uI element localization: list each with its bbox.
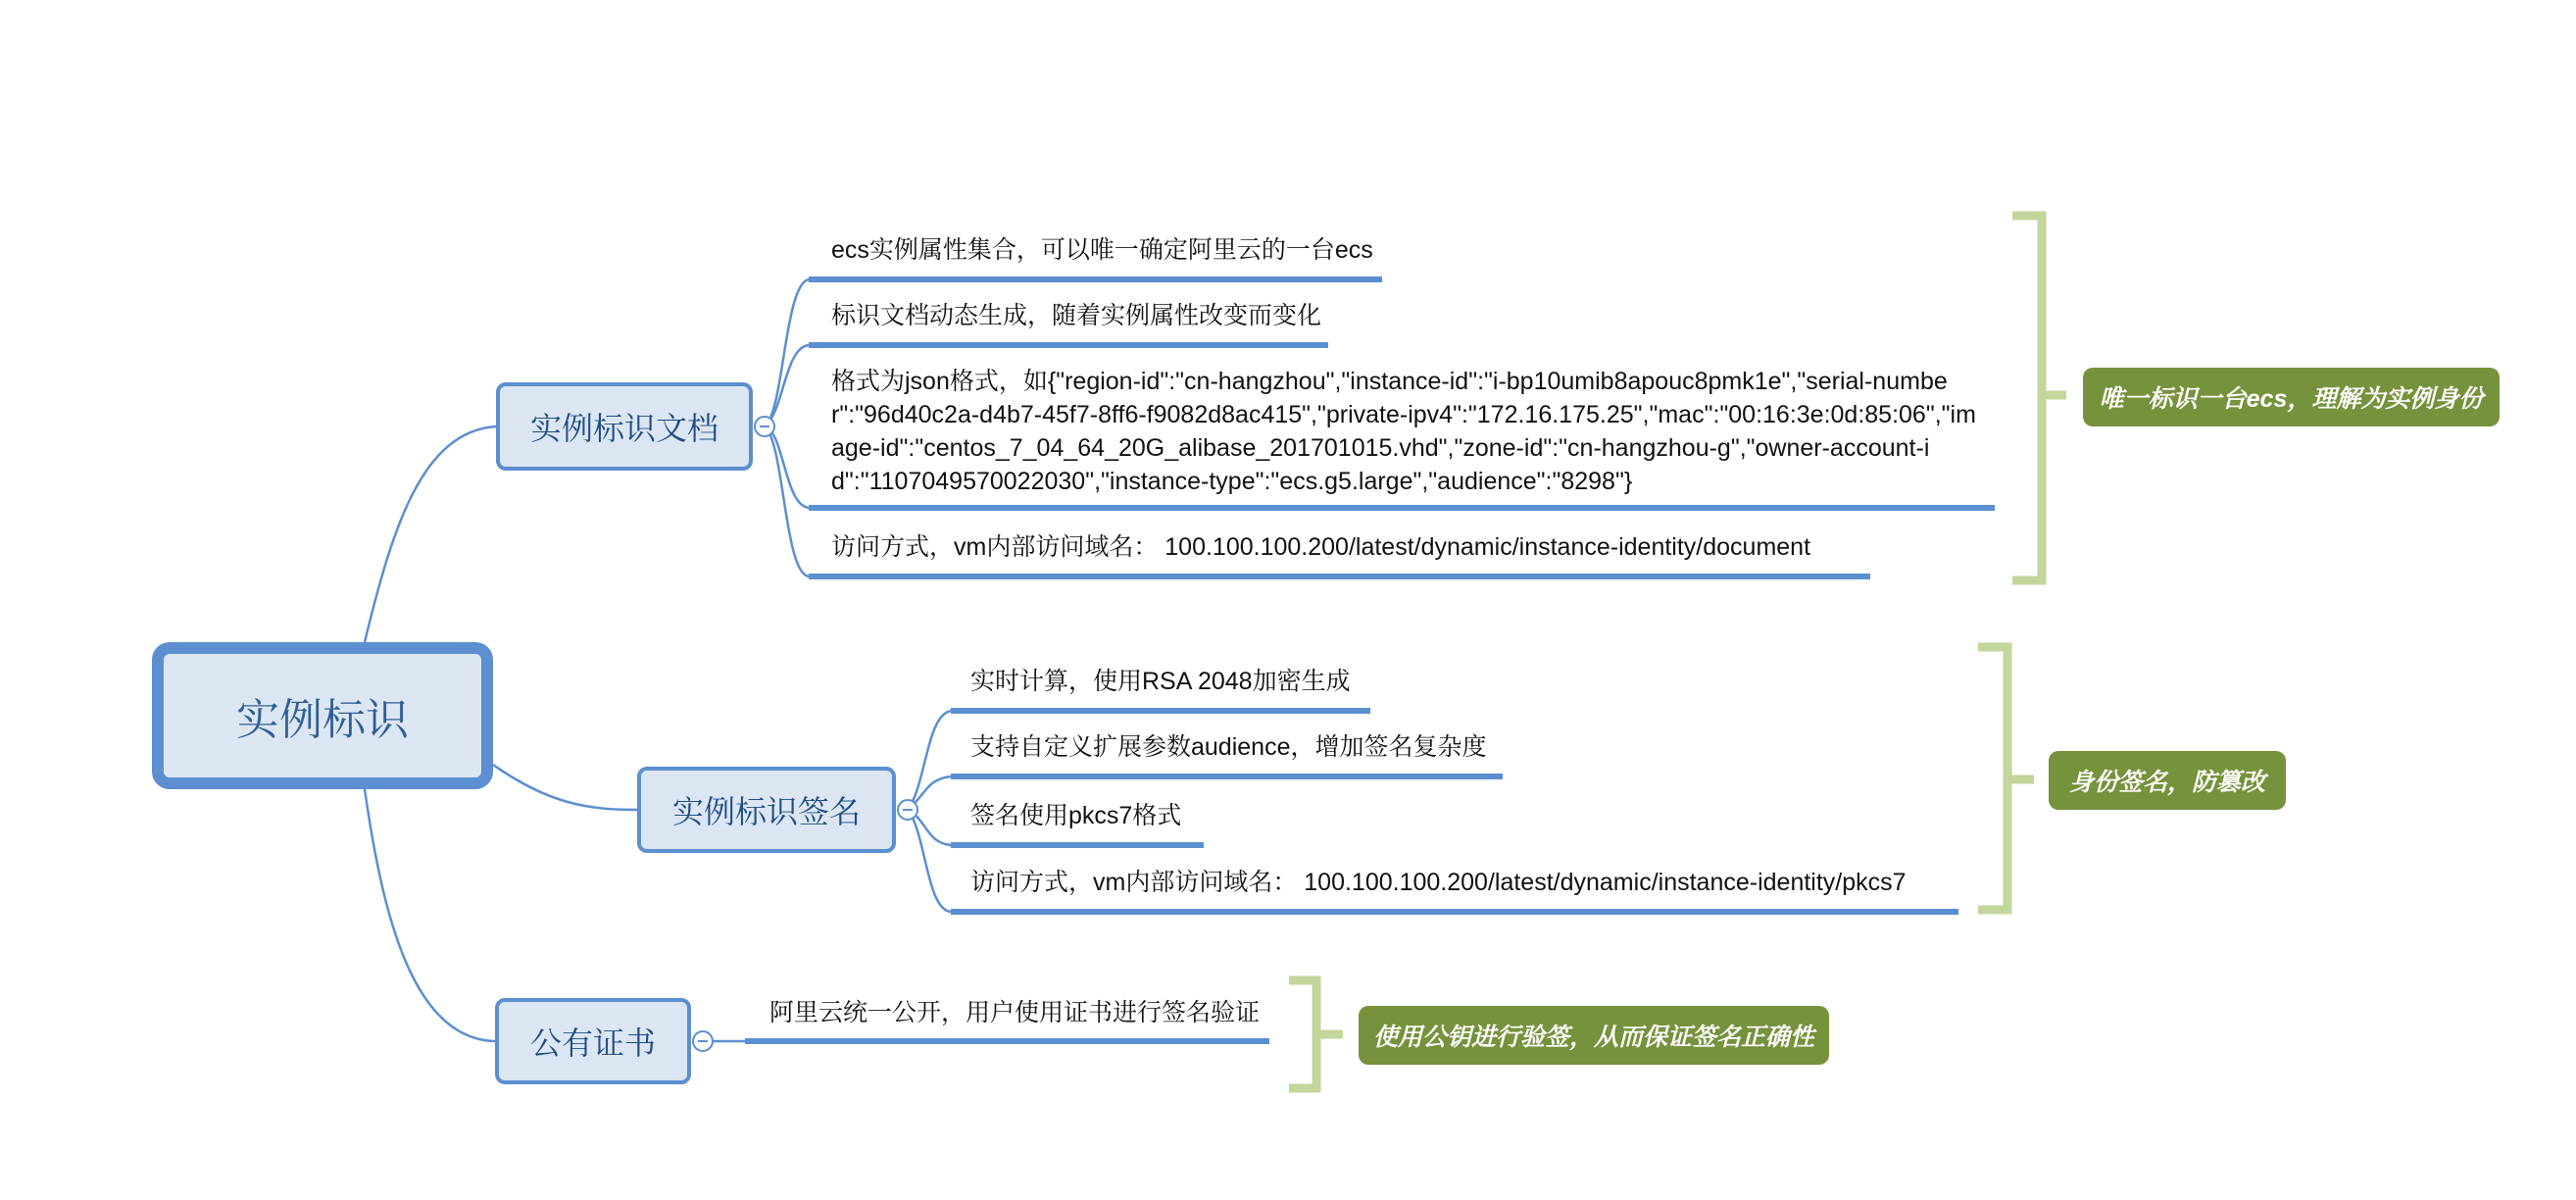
summary-2[interactable]: 身份签名，防篡改 (2049, 751, 2286, 810)
leaf-3-1[interactable]: 阿里云统一公开，用户使用证书进行签名验证 (769, 999, 1261, 1026)
leaf-2-2[interactable]: 支持自定义扩展参数audience，增加签名复杂度 (970, 733, 1487, 761)
bracket-2 (1978, 647, 2034, 910)
leaf-2-1[interactable]: 实时计算，使用RSA 2048加密生成 (970, 668, 1351, 695)
leaf-1-3[interactable]: 格式为json格式，如{"region-id":"cn-hangzhou","instance-id":"i-bp10umib8apouc8pmk1e","serial-number":"96d40c2a-d4b7-45f7-8ff6-f9082d8ac415","private-ipv4":"172.16.175.25","mac":"00:16:3e:0d:85:06","image-id":"centos_7_04_64_20G_alibase_201701015.vhd","zone-id":"cn-hangzhou-g","owner-account-id":"1107049570022030","instance-type":"ecs.g5.large","audience":"8298"} (831, 368, 1976, 495)
leaf-1-4[interactable]: 访问方式，vm内部访问域名： 100.100.100.200/latest/dynamic/instance-identity/document (831, 533, 1811, 561)
collapse-icon[interactable] (754, 416, 775, 437)
collapse-icon[interactable] (897, 799, 918, 821)
bracket-3 (1289, 980, 1343, 1088)
leaf-1-1[interactable]: ecs实例属性集合，可以唯一确定阿里云的一台ecs (831, 236, 1373, 264)
root-node[interactable]: 实例标识 (152, 642, 493, 789)
summary-3[interactable]: 使用公钥进行验签，从而保证签名正确性 (1359, 1006, 1829, 1065)
bracket-1 (2012, 216, 2066, 580)
connector-root-b1 (365, 426, 496, 642)
collapse-icon[interactable] (692, 1030, 714, 1052)
leaf-1-2[interactable]: 标识文档动态生成，随着实例属性改变而变化 (831, 302, 1322, 329)
connector-root-b2 (493, 765, 637, 810)
connector-root-b3 (365, 789, 495, 1041)
leaf-2-4[interactable]: 访问方式，vm内部访问域名： 100.100.100.200/latest/dynamic/instance-identity/pkcs7 (970, 869, 1907, 896)
branch-instance-identity-signature[interactable]: 实例标识签名 (637, 767, 896, 853)
branch-public-certificate[interactable]: 公有证书 (495, 998, 691, 1084)
summary-1[interactable]: 唯一标识一台ecs，理解为实例身份 (2083, 368, 2500, 426)
branch-instance-identity-document[interactable]: 实例标识文档 (496, 382, 753, 471)
leaf-2-3[interactable]: 签名使用pkcs7格式 (970, 802, 1182, 829)
